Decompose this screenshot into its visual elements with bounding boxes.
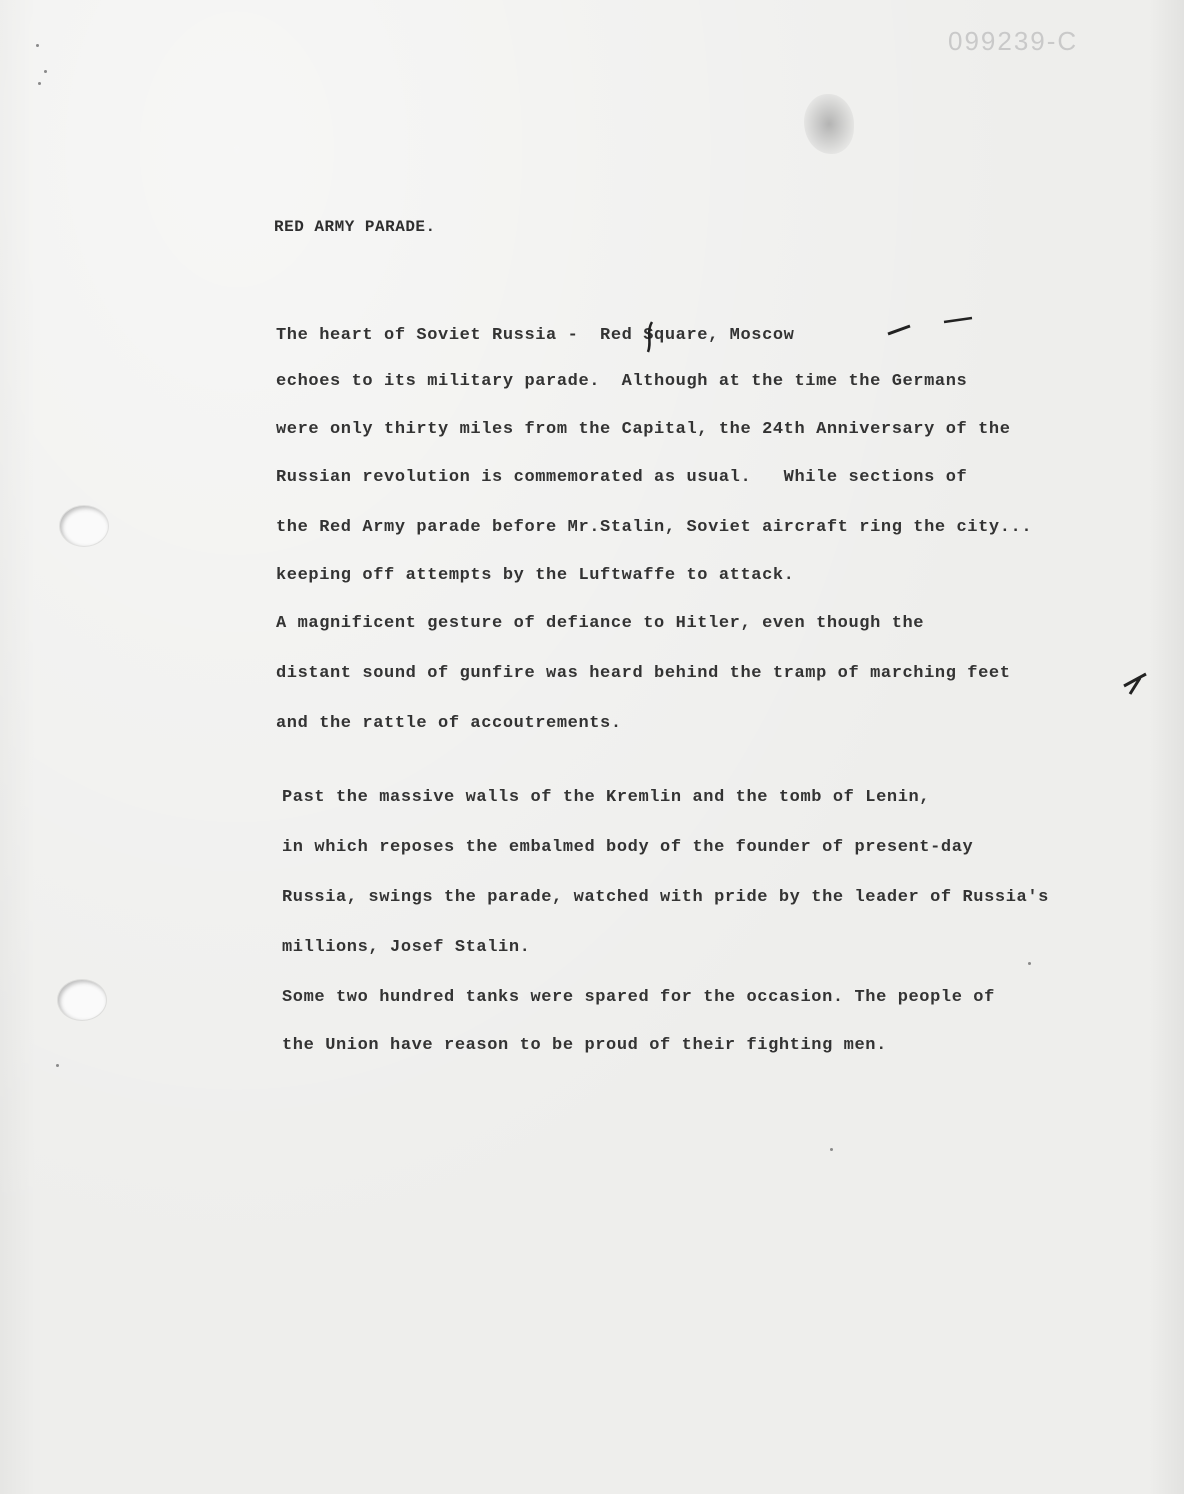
text-line: A magnificent gesture of defiance to Hitler, even though the [276, 614, 925, 633]
punch-hole [60, 506, 108, 546]
pen-dash-mark [944, 318, 972, 322]
text-line: and the rattle of accoutrements. [276, 714, 622, 733]
text-line: Russia, swings the parade, watched with pride by the leader of Russia's [282, 888, 1049, 907]
dust-speck [38, 82, 41, 85]
text-line: distant sound of gunfire was heard behind the tramp of marching feet [276, 664, 1011, 683]
text-line: millions, Josef Stalin. [282, 938, 531, 957]
dust-speck [56, 1064, 59, 1067]
text-line: The heart of Soviet Russia - Red Square, Moscow [276, 326, 795, 345]
text-line: echoes to its military parade. Although at the time the Germans [276, 372, 968, 391]
pen-strike-mark [1124, 674, 1146, 694]
dust-speck [830, 1148, 833, 1151]
document-title: RED ARMY PARADE. [274, 218, 436, 236]
reference-number: 099239-C [948, 26, 1079, 56]
text-line: Some two hundred tanks were spared for the occasion. The people of [282, 988, 995, 1007]
dust-speck [1028, 962, 1031, 965]
text-line: Past the massive walls of the Kremlin and the tomb of Lenin, [282, 788, 931, 807]
text-line: keeping off attempts by the Luftwaffe to attack. [276, 566, 795, 585]
dust-speck [44, 70, 47, 73]
text-line: Russian revolution is commemorated as usual. While sections of [276, 468, 968, 487]
punch-hole [58, 980, 106, 1020]
text-line: were only thirty miles from the Capital, the 24th Anniversary of the [276, 420, 1011, 439]
ink-smudge [804, 94, 854, 154]
pen-strike-mark [888, 326, 910, 334]
text-line: the Union have reason to be proud of their fighting men. [282, 1036, 887, 1055]
text-line: in which reposes the embalmed body of the founder of present-day [282, 838, 974, 857]
dust-speck [36, 44, 39, 47]
text-line: the Red Army parade before Mr.Stalin, Soviet aircraft ring the city... [276, 518, 1033, 537]
